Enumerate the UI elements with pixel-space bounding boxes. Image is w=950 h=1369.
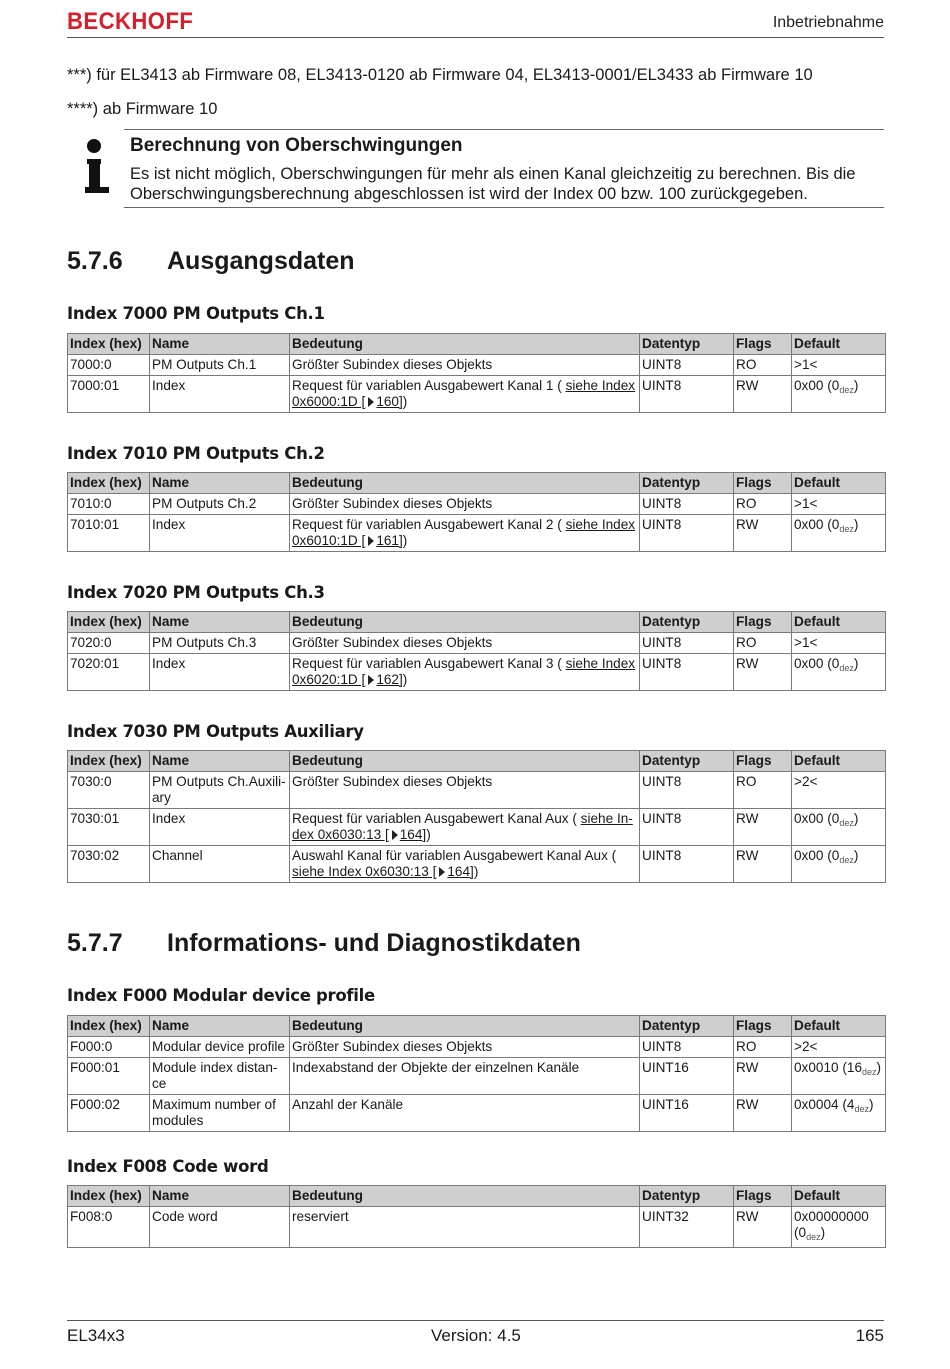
table-row [68,654,886,691]
default-cell [792,494,886,515]
index-cell: 7030:02 [68,846,150,883]
flags-cell: RW [734,809,792,846]
default-close: ) [853,517,859,532]
datatype-cell: UINT8 [640,772,734,809]
default-close: ) [820,1225,826,1240]
default-cell [792,355,886,376]
object-table-7010 [67,472,886,552]
link-text: siehe Index 0x6030:13 [ [292,864,437,879]
table-row [68,355,886,376]
index-cell: 7000:01 [68,376,150,413]
default-close: ) [853,848,859,863]
table-title-F008: Index F008 Code word [67,1157,269,1176]
default-close: ) [868,1097,874,1112]
name-cell: Index [150,376,290,413]
index-cell: 7010:01 [68,515,150,552]
page-arrow-icon [368,397,374,407]
datatype-cell: UINT8 [640,633,734,654]
column-header: Default [792,1016,886,1037]
column-header: Default [792,473,886,494]
default-value: 0x0010 (16 [794,1060,863,1075]
default-value: >1< [794,635,818,650]
column-header: Bedeutung [290,612,640,633]
object-table-F000 [67,1015,886,1132]
link-close: ) [402,672,408,687]
section-number: 5.7.7 [67,929,123,957]
index-cell: F000:02 [68,1095,150,1132]
description-text: Größter Subindex dieses Objekts [292,1039,493,1054]
name-cell: Index [150,654,290,691]
default-value: >1< [794,496,818,511]
default-value: 0x00 (0 [794,656,840,671]
name-cell: Index [150,515,290,552]
section-title: Informations- und Diagnostikdaten [167,929,581,957]
description-text: Größter Subindex dieses Objekts [292,635,493,650]
decimal-subscript: dez [839,524,854,534]
description-cell [290,772,640,809]
datatype-cell: UINT16 [640,1095,734,1132]
column-header: Flags [734,334,792,355]
default-value: >1< [794,357,818,372]
column-header: Index (hex) [68,612,150,633]
description-cell [290,494,640,515]
index-cell: F000:01 [68,1058,150,1095]
table-row [68,1037,886,1058]
table-title-7000: Index 7000 PM Outputs Ch.1 [67,304,325,323]
flags-cell: RW [734,1095,792,1132]
index-cell: 7020:0 [68,633,150,654]
column-header: Datentyp [640,1186,734,1207]
decimal-subscript: dez [806,1232,821,1242]
column-header: Bedeutung [290,1016,640,1037]
description-cell [290,376,640,413]
info-note [124,129,884,208]
default-cell [792,809,886,846]
footnote-4: ****) ab Firmware 10 [67,100,218,118]
name-cell: PM Outputs Ch.3 [150,633,290,654]
default-close: ) [853,378,859,393]
default-cell [792,1058,886,1095]
column-header: Bedeutung [290,473,640,494]
description-cell [290,1207,640,1248]
flags-cell: RO [734,355,792,376]
decimal-subscript: dez [839,663,854,673]
column-header: Name [150,612,290,633]
table-header-row [68,1016,886,1037]
datatype-cell: UINT8 [640,654,734,691]
table-row [68,1095,886,1132]
default-cell [792,772,886,809]
link-text: siehe In-dex 0x6030:13 [ [292,811,633,842]
footnote-3: ***) für EL3413 ab Firmware 08, EL3413-0120 ab Firmware 04, EL3413-0001/EL3433 ab Firmware 10 [67,66,813,84]
description-cell [290,633,640,654]
datatype-cell: UINT8 [640,809,734,846]
object-table-7020 [67,611,886,691]
column-header: Name [150,334,290,355]
name-cell: Channel [150,846,290,883]
page-arrow-icon [392,830,398,840]
table-title-F000: Index F000 Modular device profile [67,986,375,1005]
default-value: 0x00 (0 [794,378,840,393]
column-header: Flags [734,473,792,494]
table-header-row [68,751,886,772]
section-heading-577 [67,929,581,958]
description-text: Größter Subindex dieses Objekts [292,496,493,511]
column-header: Datentyp [640,473,734,494]
column-header: Datentyp [640,1016,734,1037]
link-page: 160] [376,394,403,409]
section-header: Inbetriebnahme [772,14,884,31]
description-cell [290,1037,640,1058]
index-cell: 7030:01 [68,809,150,846]
brand-logo: BECKHOFF [67,8,194,35]
section-number: 5.7.6 [67,247,123,275]
datatype-cell: UINT8 [640,355,734,376]
table-row [68,633,886,654]
column-header: Datentyp [640,334,734,355]
column-header: Flags [734,751,792,772]
name-cell: Code word [150,1207,290,1248]
table-header-row [68,334,886,355]
description-text: Request für variablen Ausgabewert Kanal Aux ( [292,811,577,826]
link-text: siehe Index 0x6000:1D [ [292,378,636,409]
description-text: Request für variablen Ausgabewert Kanal 2 ( [292,517,562,532]
column-header: Index (hex) [68,1016,150,1037]
default-value: 0x0004 (4 [794,1097,855,1112]
column-header: Datentyp [640,612,734,633]
column-header: Name [150,751,290,772]
default-value: >2< [794,1039,818,1054]
table-row [68,1058,886,1095]
default-cell [792,515,886,552]
name-cell: Modular device profile [150,1037,290,1058]
column-header: Name [150,1186,290,1207]
table-header-row [68,473,886,494]
link-close: ) [402,394,408,409]
datatype-cell: UINT8 [640,1037,734,1058]
footer-page-number: 165 [855,1326,884,1345]
default-close: ) [876,1060,882,1075]
decimal-subscript: dez [839,818,854,828]
flags-cell: RW [734,846,792,883]
description-cell [290,355,640,376]
default-cell [792,846,886,883]
table-row [68,809,886,846]
column-header: Flags [734,612,792,633]
name-cell: PM Outputs Ch.Auxili-ary [150,772,290,809]
index-cell: 7010:0 [68,494,150,515]
header-divider [67,37,884,38]
column-header: Name [150,473,290,494]
description-text: Größter Subindex dieses Objekts [292,357,493,372]
table-header-row [68,612,886,633]
section-heading-576 [67,247,355,276]
footer-version: Version: 4.5 [431,1326,521,1345]
description-cell [290,1095,640,1132]
column-header: Index (hex) [68,1186,150,1207]
index-cell: 7000:0 [68,355,150,376]
index-cell: F000:0 [68,1037,150,1058]
page-arrow-icon [439,867,445,877]
decimal-subscript: dez [839,855,854,865]
object-table-F008 [67,1185,886,1248]
flags-cell: RW [734,654,792,691]
table-row [68,376,886,413]
name-cell: Module index distan-ce [150,1058,290,1095]
index-cell: 7030:0 [68,772,150,809]
column-header: Default [792,334,886,355]
cross-reference-link[interactable] [292,864,474,879]
decimal-subscript: dez [854,1104,869,1114]
default-cell [792,1037,886,1058]
footer-product: EL34x3 [67,1326,125,1345]
description-text: Request für variablen Ausgabewert Kanal 1 ( [292,378,562,393]
default-cell [792,376,886,413]
description-text: Indexabstand der Objekte der einzelnen Kanäle [292,1060,580,1075]
table-row [68,772,886,809]
page-arrow-icon [368,675,374,685]
column-header: Name [150,1016,290,1037]
flags-cell: RO [734,494,792,515]
datatype-cell: UINT8 [640,494,734,515]
datatype-cell: UINT16 [640,1058,734,1095]
default-value: 0x00 (0 [794,848,840,863]
datatype-cell: UINT8 [640,376,734,413]
index-cell: 7020:01 [68,654,150,691]
column-header: Default [792,751,886,772]
link-page: 162] [376,672,403,687]
link-page: 164] [447,864,474,879]
object-table-7030 [67,750,886,883]
column-header: Flags [734,1016,792,1037]
datatype-cell: UINT8 [640,846,734,883]
datatype-cell: UINT8 [640,515,734,552]
description-text: reserviert [292,1209,349,1224]
description-cell [290,654,640,691]
link-close: ) [473,864,479,879]
description-cell [290,515,640,552]
table-row [68,515,886,552]
column-header: Flags [734,1186,792,1207]
object-table-7000 [67,333,886,413]
default-value: 0x00000000 (0 [794,1209,869,1240]
description-text: Anzahl der Kanäle [292,1097,404,1112]
name-cell: PM Outputs Ch.1 [150,355,290,376]
link-text: siehe Index 0x6020:1D [ [292,656,636,687]
table-row [68,494,886,515]
column-header: Datentyp [640,751,734,772]
table-row [68,846,886,883]
description-text: Größter Subindex dieses Objekts [292,774,493,789]
table-title-7010: Index 7010 PM Outputs Ch.2 [67,444,325,463]
description-cell [290,809,640,846]
column-header: Bedeutung [290,334,640,355]
name-cell: Index [150,809,290,846]
default-value: 0x00 (0 [794,811,840,826]
link-close: ) [402,533,408,548]
default-value: 0x00 (0 [794,517,840,532]
column-header: Bedeutung [290,751,640,772]
table-title-7020: Index 7020 PM Outputs Ch.3 [67,583,325,602]
description-cell [290,1058,640,1095]
info-text: Es ist nicht möglich, Oberschwingungen für mehr als einen Kanal gleichzeitig zu berechnen. Bis die Oberschwingungsberechnung abgeschlossen ist wird der Index 00 bzw. 100 zurückgegeben. [130,165,856,203]
table-row [68,1207,886,1248]
default-value: >2< [794,774,818,789]
column-header: Index (hex) [68,334,150,355]
column-header: Index (hex) [68,751,150,772]
index-cell: F008:0 [68,1207,150,1248]
datatype-cell: UINT32 [640,1207,734,1248]
flags-cell: RW [734,1058,792,1095]
table-header-row [68,1186,886,1207]
table-title-7030: Index 7030 PM Outputs Auxiliary [67,722,364,741]
section-title: Ausgangsdaten [167,247,355,275]
default-cell [792,1095,886,1132]
footer-divider [67,1320,884,1321]
name-cell: Maximum number of modules [150,1095,290,1132]
flags-cell: RW [734,515,792,552]
default-close: ) [853,811,859,826]
default-cell [792,1207,886,1248]
link-text: siehe Index 0x6010:1D [ [292,517,636,548]
column-header: Bedeutung [290,1186,640,1207]
flags-cell: RO [734,772,792,809]
page-arrow-icon [368,536,374,546]
column-header: Default [792,1186,886,1207]
column-header: Index (hex) [68,473,150,494]
info-icon [80,137,110,197]
decimal-subscript: dez [839,385,854,395]
flags-cell: RW [734,376,792,413]
flags-cell: RO [734,1037,792,1058]
description-cell [290,846,640,883]
default-close: ) [853,656,859,671]
flags-cell: RW [734,1207,792,1248]
info-title: Berechnung von Oberschwingungen [130,135,463,156]
flags-cell: RO [734,633,792,654]
link-close: ) [426,827,431,842]
description-text: Auswahl Kanal für variablen Ausgabewert Kanal Aux ( [292,848,617,863]
default-cell [792,633,886,654]
column-header: Default [792,612,886,633]
name-cell: PM Outputs Ch.2 [150,494,290,515]
decimal-subscript: dez [862,1067,877,1077]
description-text: Request für variablen Ausgabewert Kanal 3 ( [292,656,562,671]
link-page: 161] [376,533,403,548]
link-page: 164] [399,827,427,842]
default-cell [792,654,886,691]
